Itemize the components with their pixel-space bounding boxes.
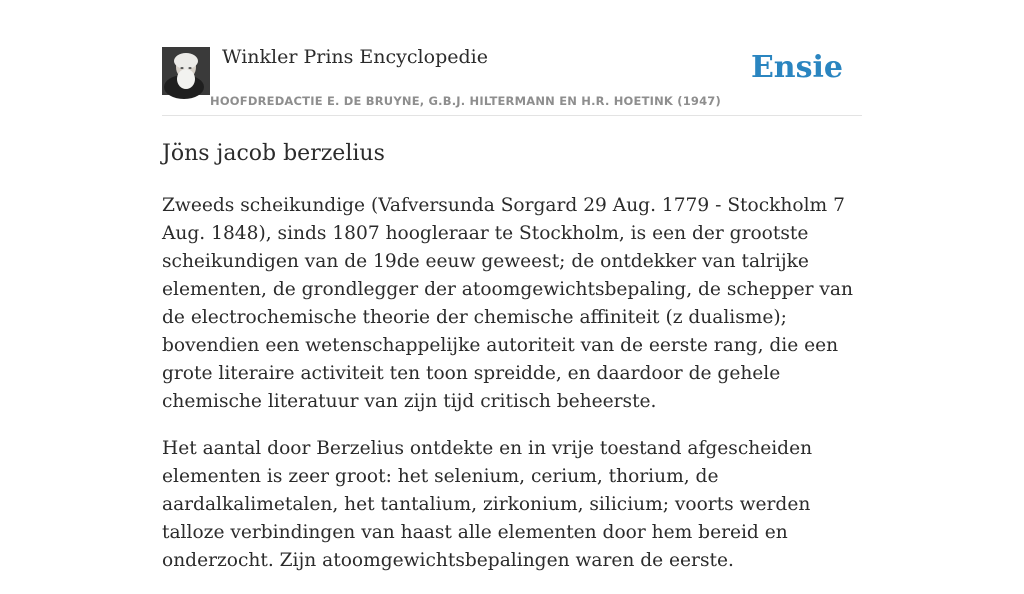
paragraph-2: Het aantal door Berzelius ontdekte en in vrije toestand afgescheiden elementen is zeer groot: het selenium, cerium, thorium, de aardalkalimetalen, het tantalium, zirkonium, silicium; voorts werden talloze verbindingen van haast alle elementen door hem bereid en onderzocht. Zijn atoomgewichtsbepalingen waren de eerste. <box>162 438 813 571</box>
article-body <box>162 192 862 594</box>
editors-line: HOOFDREDACTIE E. DE BRUYNE, G.B.J. HILTERMANN EN H.R. HOETINK (1947) <box>210 94 721 108</box>
author-portrait-icon[interactable] <box>162 47 210 95</box>
source-header <box>162 44 862 116</box>
paragraph-1: Zweeds scheikundige (Vafversunda Sorgard 29 Aug. 1779 - Stockholm 7 Aug. 1848), sinds 1807 hoogleraar te Stockholm, is een der grootste scheikundigen van de 19de eeuw geweest; de ontdekker van talrijke elementen, de grondlegger der atoomgewichtsbepaling, de schepper van de electrochemische theorie der chemische affiniteit (z dualisme); bovendien een wetenschappelijke autoriteit van de eerste rang, die een grote literaire activiteit ten toon spreidde, en daardoor de gehele chemische literatuur van zijn tijd critisch beheerste. <box>162 195 853 412</box>
source-title[interactable]: Winkler Prins Encyclopedie <box>222 46 488 68</box>
ensie-logo[interactable]: Ensie <box>750 50 843 85</box>
article-title: Jöns jacob berzelius <box>162 141 385 166</box>
